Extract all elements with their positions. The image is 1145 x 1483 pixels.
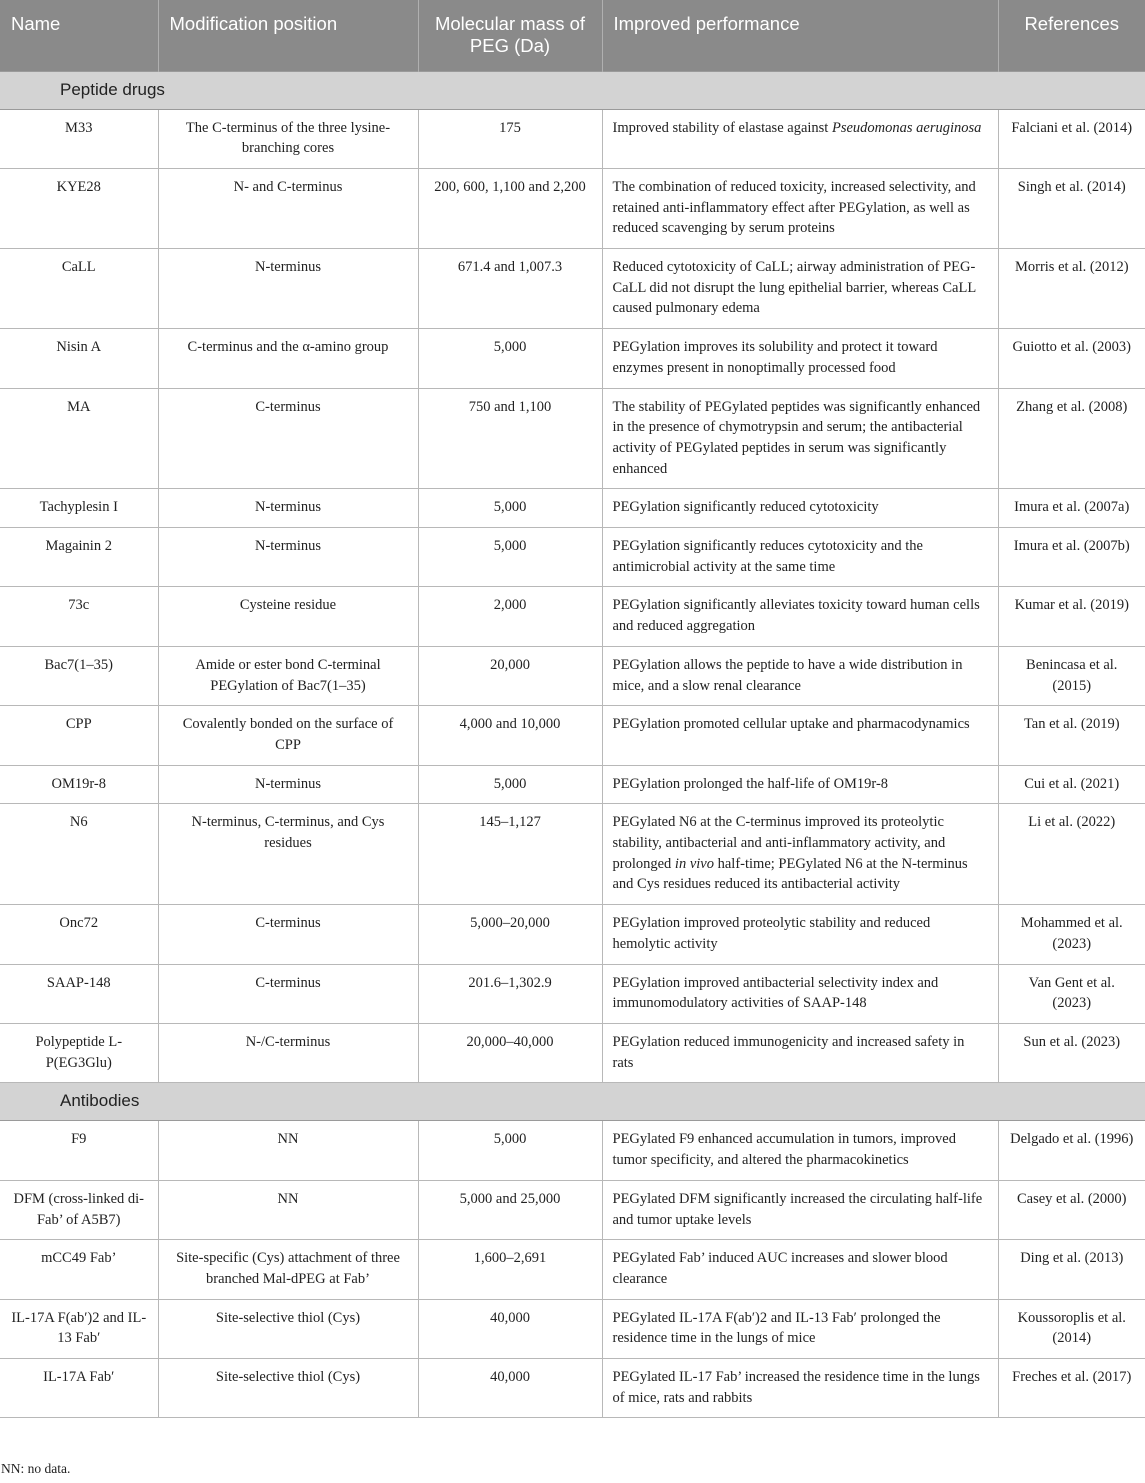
cell-reference: Imura et al. (2007b): [998, 528, 1145, 587]
table-row: [0, 1180, 1145, 1239]
cell-molecular-mass: 5,000–20,000: [418, 905, 602, 964]
cell-improved-performance: PEGylation significantly reduces cytotoxicity and the antimicrobial activity at the same time: [602, 528, 998, 587]
header-molecular-mass: Molecular mass of PEG (Da): [418, 0, 602, 71]
table-row: [0, 489, 1145, 528]
table-row: [0, 1359, 1145, 1418]
section-title: Antibodies: [0, 1083, 1145, 1121]
cell-improved-performance: The combination of reduced toxicity, increased selectivity, and retained anti-inflammatory effect after PEGylation, as well as reduced scavenging by serum proteins: [602, 168, 998, 248]
cell-improved-performance: PEGylation reduced immunogenicity and increased safety in rats: [602, 1024, 998, 1083]
cell-modification-position: Site-selective thiol (Cys): [158, 1359, 418, 1418]
cell-modification-position: N-terminus: [158, 765, 418, 804]
table-row: [0, 329, 1145, 388]
cell-name: Magainin 2: [0, 528, 158, 587]
cell-molecular-mass: 750 and 1,100: [418, 388, 602, 489]
cell-reference: Koussoroplis et al. (2014): [998, 1299, 1145, 1358]
cell-improved-performance: PEGylation improved proteolytic stability and reduced hemolytic activity: [602, 905, 998, 964]
cell-name: Polypeptide L-P(EG3Glu): [0, 1024, 158, 1083]
table-row: [0, 1121, 1145, 1180]
section-row: [0, 1083, 1145, 1121]
cell-name: mCC49 Fab’: [0, 1240, 158, 1299]
cell-modification-position: C-terminus: [158, 964, 418, 1023]
cell-reference: Van Gent et al. (2023): [998, 964, 1145, 1023]
table-row: [0, 765, 1145, 804]
table-row: [0, 1024, 1145, 1083]
cell-reference: Singh et al. (2014): [998, 168, 1145, 248]
cell-molecular-mass: 20,000–40,000: [418, 1024, 602, 1083]
cell-reference: Guiotto et al. (2003): [998, 329, 1145, 388]
table-row: [0, 646, 1145, 705]
cell-molecular-mass: 201.6–1,302.9: [418, 964, 602, 1023]
cell-name: IL-17A Fab′: [0, 1359, 158, 1418]
cell-improved-performance: PEGylated N6 at the C-terminus improved its proteolytic stability, antibacterial and anti-inflammatory activity, and prolonged in vivo half-time; PEGylated N6 at the N-terminus and Cys residues reduced its antibacterial activity: [602, 804, 998, 905]
header-modification-position: Modification position: [158, 0, 418, 71]
cell-molecular-mass: 40,000: [418, 1359, 602, 1418]
cell-improved-performance: PEGylated Fab’ induced AUC increases and slower blood clearance: [602, 1240, 998, 1299]
cell-molecular-mass: 2,000: [418, 587, 602, 646]
cell-modification-position: N-terminus: [158, 249, 418, 329]
cell-modification-position: The C-terminus of the three lysine-branching cores: [158, 109, 418, 168]
table-row: [0, 388, 1145, 489]
cell-reference: Kumar et al. (2019): [998, 587, 1145, 646]
cell-molecular-mass: 5,000: [418, 489, 602, 528]
cell-name: MA: [0, 388, 158, 489]
cell-modification-position: NN: [158, 1121, 418, 1180]
cell-improved-performance: Improved stability of elastase against Pseudomonas aeruginosa: [602, 109, 998, 168]
cell-improved-performance: PEGylation prolonged the half-life of OM19r-8: [602, 765, 998, 804]
table-row: [0, 168, 1145, 248]
cell-modification-position: Cysteine residue: [158, 587, 418, 646]
cell-modification-position: C-terminus: [158, 905, 418, 964]
cell-modification-position: C-terminus and the α-amino group: [158, 329, 418, 388]
cell-reference: Freches et al. (2017): [998, 1359, 1145, 1418]
cell-name: 73c: [0, 587, 158, 646]
cell-name: CaLL: [0, 249, 158, 329]
table-header: [0, 0, 1145, 71]
cell-improved-performance: PEGylation significantly alleviates toxicity toward human cells and reduced aggregation: [602, 587, 998, 646]
cell-improved-performance: PEGylation allows the peptide to have a wide distribution in mice, and a slow renal clearance: [602, 646, 998, 705]
cell-improved-performance: PEGylation improved antibacterial selectivity index and immunomodulatory activities of SAAP-148: [602, 964, 998, 1023]
cell-modification-position: N-terminus: [158, 528, 418, 587]
cell-molecular-mass: 175: [418, 109, 602, 168]
cell-modification-position: Site-specific (Cys) attachment of three branched Mal-dPEG at Fab’: [158, 1240, 418, 1299]
cell-name: M33: [0, 109, 158, 168]
cell-improved-performance: PEGylated F9 enhanced accumulation in tumors, improved tumor specificity, and altered the pharmacokinetics: [602, 1121, 998, 1180]
cell-modification-position: Amide or ester bond C-terminal PEGylation of Bac7(1–35): [158, 646, 418, 705]
table-row: [0, 1299, 1145, 1358]
cell-reference: Li et al. (2022): [998, 804, 1145, 905]
cell-name: Tachyplesin I: [0, 489, 158, 528]
cell-molecular-mass: 1,600–2,691: [418, 1240, 602, 1299]
cell-reference: Delgado et al. (1996): [998, 1121, 1145, 1180]
cell-improved-performance: PEGylated IL-17 Fab’ increased the residence time in the lungs of mice, rats and rabbits: [602, 1359, 998, 1418]
cell-reference: Mohammed et al. (2023): [998, 905, 1145, 964]
cell-name: Nisin A: [0, 329, 158, 388]
cell-modification-position: N-terminus, C-terminus, and Cys residues: [158, 804, 418, 905]
cell-name: F9: [0, 1121, 158, 1180]
cell-improved-performance: PEGylation promoted cellular uptake and pharmacodynamics: [602, 706, 998, 765]
cell-modification-position: N- and C-terminus: [158, 168, 418, 248]
cell-modification-position: N-terminus: [158, 489, 418, 528]
cell-name: Bac7(1–35): [0, 646, 158, 705]
header-improved-performance: Improved performance: [602, 0, 998, 71]
cell-name: OM19r-8: [0, 765, 158, 804]
table-row: [0, 528, 1145, 587]
cell-name: Onc72: [0, 905, 158, 964]
cell-molecular-mass: 671.4 and 1,007.3: [418, 249, 602, 329]
cell-reference: Tan et al. (2019): [998, 706, 1145, 765]
cell-name: KYE28: [0, 168, 158, 248]
section-row: [0, 71, 1145, 109]
cell-name: IL-17A F(ab′)2 and IL-13 Fab′: [0, 1299, 158, 1358]
cell-reference: Sun et al. (2023): [998, 1024, 1145, 1083]
cell-reference: Ding et al. (2013): [998, 1240, 1145, 1299]
cell-reference: Casey et al. (2000): [998, 1180, 1145, 1239]
section-title: Peptide drugs: [0, 71, 1145, 109]
cell-reference: Falciani et al. (2014): [998, 109, 1145, 168]
cell-molecular-mass: 5,000: [418, 765, 602, 804]
cell-molecular-mass: 5,000: [418, 528, 602, 587]
cell-reference: Imura et al. (2007a): [998, 489, 1145, 528]
cell-reference: Cui et al. (2021): [998, 765, 1145, 804]
table-row: [0, 706, 1145, 765]
cell-improved-performance: PEGylated IL-17A F(ab′)2 and IL-13 Fab′ prolonged the residence time in the lungs of mice: [602, 1299, 998, 1358]
table-row: [0, 587, 1145, 646]
table-row: [0, 905, 1145, 964]
cell-modification-position: Site-selective thiol (Cys): [158, 1299, 418, 1358]
cell-reference: Zhang et al. (2008): [998, 388, 1145, 489]
table-row: [0, 804, 1145, 905]
cell-name: CPP: [0, 706, 158, 765]
header-references: References: [998, 0, 1145, 71]
cell-improved-performance: PEGylation improves its solubility and protect it toward enzymes present in nonoptimally processed food: [602, 329, 998, 388]
table-row: [0, 1240, 1145, 1299]
cell-modification-position: Covalently bonded on the surface of CPP: [158, 706, 418, 765]
cell-molecular-mass: 200, 600, 1,100 and 2,200: [418, 168, 602, 248]
table-footnote: NN: no data.: [1, 1461, 71, 1476]
cell-name: SAAP-148: [0, 964, 158, 1023]
cell-molecular-mass: 5,000: [418, 1121, 602, 1180]
cell-modification-position: N-/C-terminus: [158, 1024, 418, 1083]
cell-reference: Morris et al. (2012): [998, 249, 1145, 329]
header-name: Name: [0, 0, 158, 71]
cell-name: DFM (cross-linked di-Fab’ of A5B7): [0, 1180, 158, 1239]
cell-molecular-mass: 20,000: [418, 646, 602, 705]
cell-improved-performance: PEGylated DFM significantly increased the circulating half-life and tumor uptake levels: [602, 1180, 998, 1239]
cell-improved-performance: The stability of PEGylated peptides was significantly enhanced in the presence of chymotrypsin and serum; the antibacterial activity of PEGylated peptides in serum was significantly enhanced: [602, 388, 998, 489]
cell-molecular-mass: 145–1,127: [418, 804, 602, 905]
table-row: [0, 249, 1145, 329]
cell-modification-position: NN: [158, 1180, 418, 1239]
cell-molecular-mass: 4,000 and 10,000: [418, 706, 602, 765]
cell-molecular-mass: 5,000: [418, 329, 602, 388]
cell-improved-performance: PEGylation significantly reduced cytotoxicity: [602, 489, 998, 528]
cell-modification-position: C-terminus: [158, 388, 418, 489]
cell-molecular-mass: 40,000: [418, 1299, 602, 1358]
cell-name: N6: [0, 804, 158, 905]
cell-reference: Benincasa et al. (2015): [998, 646, 1145, 705]
cell-improved-performance: Reduced cytotoxicity of CaLL; airway administration of PEG-CaLL did not disrupt the lung epithelial barrier, whereas CaLL caused pulmonary edema: [602, 249, 998, 329]
table-row: [0, 964, 1145, 1023]
cell-molecular-mass: 5,000 and 25,000: [418, 1180, 602, 1239]
table-row: [0, 109, 1145, 168]
table-body: [0, 71, 1145, 1418]
